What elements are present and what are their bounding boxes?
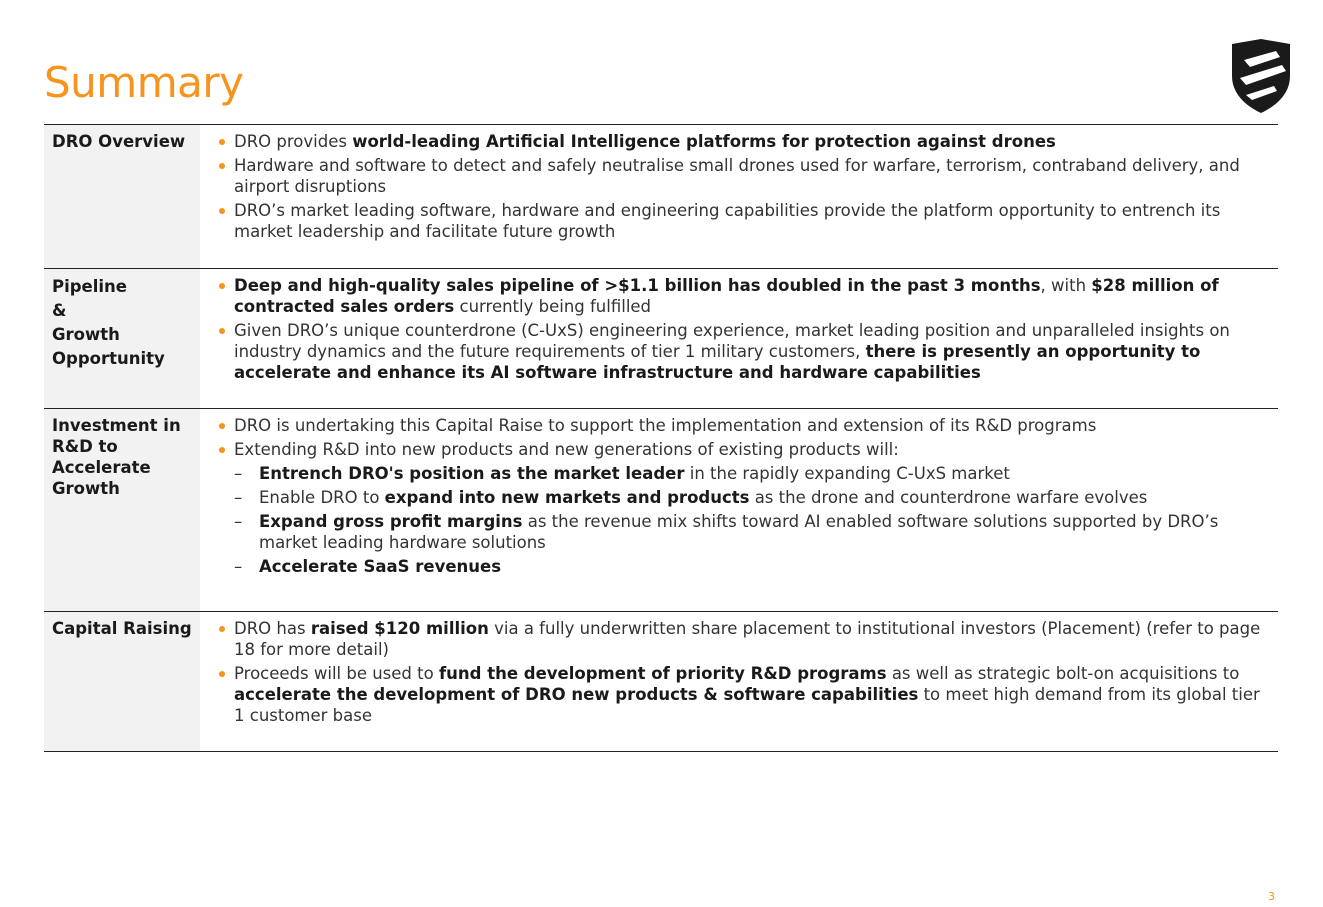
bullet-item — [208, 320, 1270, 383]
body-text: Given DRO’s unique counterdrone (C-UxS) engineering experience, market leading position and unparalleled insights on industry dynamics and the future requirements of tier 1 military customers, — [234, 321, 1230, 361]
bullet-item — [208, 439, 1270, 460]
dash-marker: – — [234, 512, 243, 531]
dash-marker: – — [234, 464, 243, 483]
bullet-item — [208, 131, 1270, 152]
bold-text: expand into new markets and products — [384, 488, 750, 507]
bold-text: accelerate the development of DRO new products & software capabilities — [234, 685, 919, 704]
body-text: as the drone and counterdrone warfare evolves — [749, 488, 1148, 507]
section-body — [200, 612, 1278, 751]
section-label — [44, 125, 200, 268]
sub-bullet-item — [208, 511, 1270, 553]
body-text: DRO provides — [234, 132, 353, 151]
bold-text: Expand gross profit margins — [259, 512, 523, 531]
section-label — [44, 269, 200, 408]
body-text: in the rapidly expanding C-UxS market — [684, 464, 1010, 483]
body-text: to meet high demand from its global tier 1 customer base — [234, 685, 1260, 725]
section-investment-rnd — [44, 409, 1278, 612]
bold-text: Accelerate SaaS revenues — [259, 557, 502, 576]
body-text: DRO has — [234, 619, 311, 638]
section-label-line: DRO Overview — [52, 132, 186, 151]
bold-text: Deep and high-quality sales pipeline of >$1.1 billion has doubled in the past 3 months — [234, 276, 1041, 295]
section-body — [200, 409, 1278, 611]
body-text: DRO is undertaking this Capital Raise to support the implementation and extension of its R&D programs — [234, 416, 1097, 435]
bold-text: raised $120 million — [310, 619, 489, 638]
body-text: Proceeds will be used to — [234, 664, 439, 683]
body-text: Extending R&D into new products and new generations of existing products will: — [234, 440, 899, 459]
dash-marker: – — [234, 488, 243, 507]
body-text: as well as strategic bolt-on acquisitions to — [886, 664, 1240, 683]
sub-bullet-item — [208, 487, 1270, 508]
sub-bullet-item — [208, 463, 1270, 484]
bold-text: there is presently an opportunity to accelerate and enhance its AI software infrastructure and hardware capabilities — [234, 342, 1201, 382]
bold-text: $28 million of contracted sales orders — [234, 276, 1219, 316]
section-body — [200, 269, 1278, 408]
section-label-line: Opportunity — [52, 349, 165, 368]
body-text: Enable DRO to — [259, 488, 385, 507]
bullet-item — [208, 200, 1270, 242]
bold-text: Entrench DRO's position as the market leader — [259, 464, 685, 483]
section-label-line: Capital Raising — [52, 619, 192, 638]
body-text: , with — [1040, 276, 1092, 295]
bullet-item — [208, 618, 1270, 660]
page-number: 3 — [1268, 890, 1275, 903]
section-body — [200, 125, 1278, 268]
section-label-line: Growth — [52, 325, 120, 344]
bold-text: fund the development of priority R&D programs — [438, 664, 887, 683]
body-text: via a fully underwritten share placement to institutional investors (Placement) (refer to page 18 for more detail) — [234, 619, 1261, 659]
section-label-line: & — [52, 301, 67, 320]
dro-shield-logo-icon — [1230, 38, 1292, 114]
section-pipeline-growth — [44, 269, 1278, 409]
section-label-line: Accelerate — [52, 458, 151, 477]
section-label-line: R&D to — [52, 437, 118, 456]
section-label-line: Investment in — [52, 416, 181, 435]
bold-text: world-leading Artificial Intelligence platforms for protection against drones — [352, 132, 1056, 151]
body-text: as the revenue mix shifts toward AI enabled software solutions supported by DRO’s market leading hardware solutions — [259, 512, 1219, 552]
section-label-line: Pipeline — [52, 277, 127, 296]
bullet-item — [208, 663, 1270, 726]
body-text: DRO’s market leading software, hardware and engineering capabilities provide the platform opportunity to entrench its market leadership and facilitate future growth — [234, 201, 1221, 241]
summary-table — [44, 124, 1278, 752]
sub-bullet-item — [208, 556, 1270, 577]
bullet-item — [208, 415, 1270, 436]
section-label — [44, 612, 200, 751]
bullet-item — [208, 275, 1270, 317]
body-text: Hardware and software to detect and safely neutralise small drones used for warfare, terrorism, contraband delivery, and airport disruptions — [234, 156, 1240, 196]
dash-marker: – — [234, 557, 243, 576]
bullet-item — [208, 155, 1270, 197]
section-capital-raising — [44, 612, 1278, 752]
page-title: Summary — [44, 58, 244, 107]
body-text: currently being fulfilled — [454, 297, 652, 316]
section-dro-overview — [44, 125, 1278, 269]
section-label — [44, 409, 200, 611]
section-label-line: Growth — [52, 479, 120, 498]
